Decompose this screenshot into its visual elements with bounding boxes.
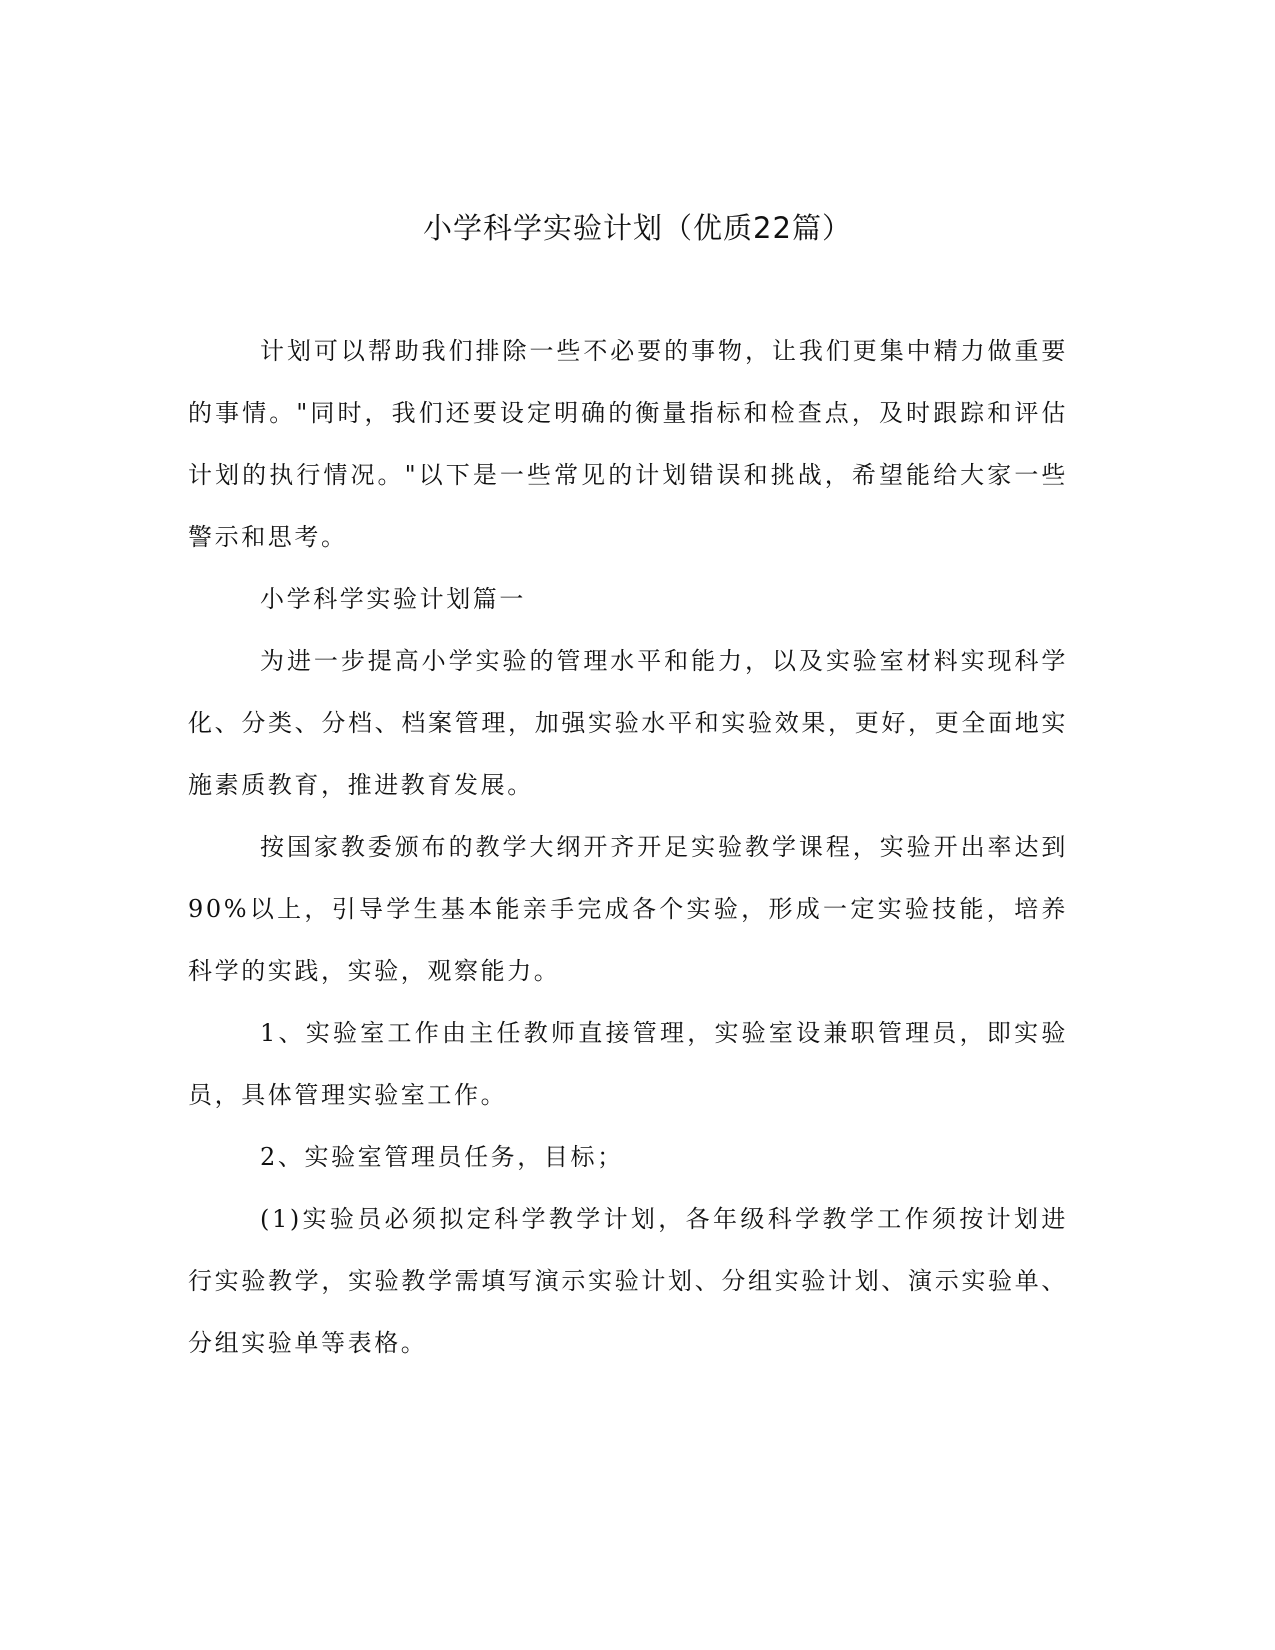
document-title: 小学科学实验计划（优质22篇） bbox=[423, 211, 852, 245]
item-2-paragraph: 2、实验室管理员任务，目标； bbox=[260, 1143, 624, 1171]
subitem-1-paragraph: (1)实验员必须拟定科学教学计划，各年级科学教学工作须按计划进行实验教学，实验教学需填写演示实验计划、分组实验计划、演示实验单、分组实验单等表格。 bbox=[188, 1205, 1068, 1357]
section-heading: 小学科学实验计划篇一 bbox=[260, 585, 526, 613]
item-1-paragraph: 1、实验室工作由主任教师直接管理，实验室设兼职管理员，即实验员，具体管理实验室工作。 bbox=[188, 1019, 1068, 1109]
purpose-paragraph: 为进一步提高小学实验的管理水平和能力，以及实验室材料实现科学化、分类、分档、档案管理，加强实验水平和实验效果，更好，更全面地实施素质教育，推进教育发展。 bbox=[188, 647, 1068, 799]
document-body bbox=[188, 320, 1068, 1374]
goal-paragraph: 按国家教委颁布的教学大纲开齐开足实验教学课程，实验开出率达到90%以上，引导学生基本能亲手完成各个实验，形成一定实验技能，培养科学的实践，实验，观察能力。 bbox=[188, 833, 1068, 985]
intro-paragraph: 计划可以帮助我们排除一些不必要的事物，让我们更集中精力做重要的事情。"同时，我们还要设定明确的衡量指标和检查点，及时跟踪和评估计划的执行情况。"以下是一些常见的计划错误和挑战，希望能给大家一些警示和思考。 bbox=[188, 337, 1068, 551]
